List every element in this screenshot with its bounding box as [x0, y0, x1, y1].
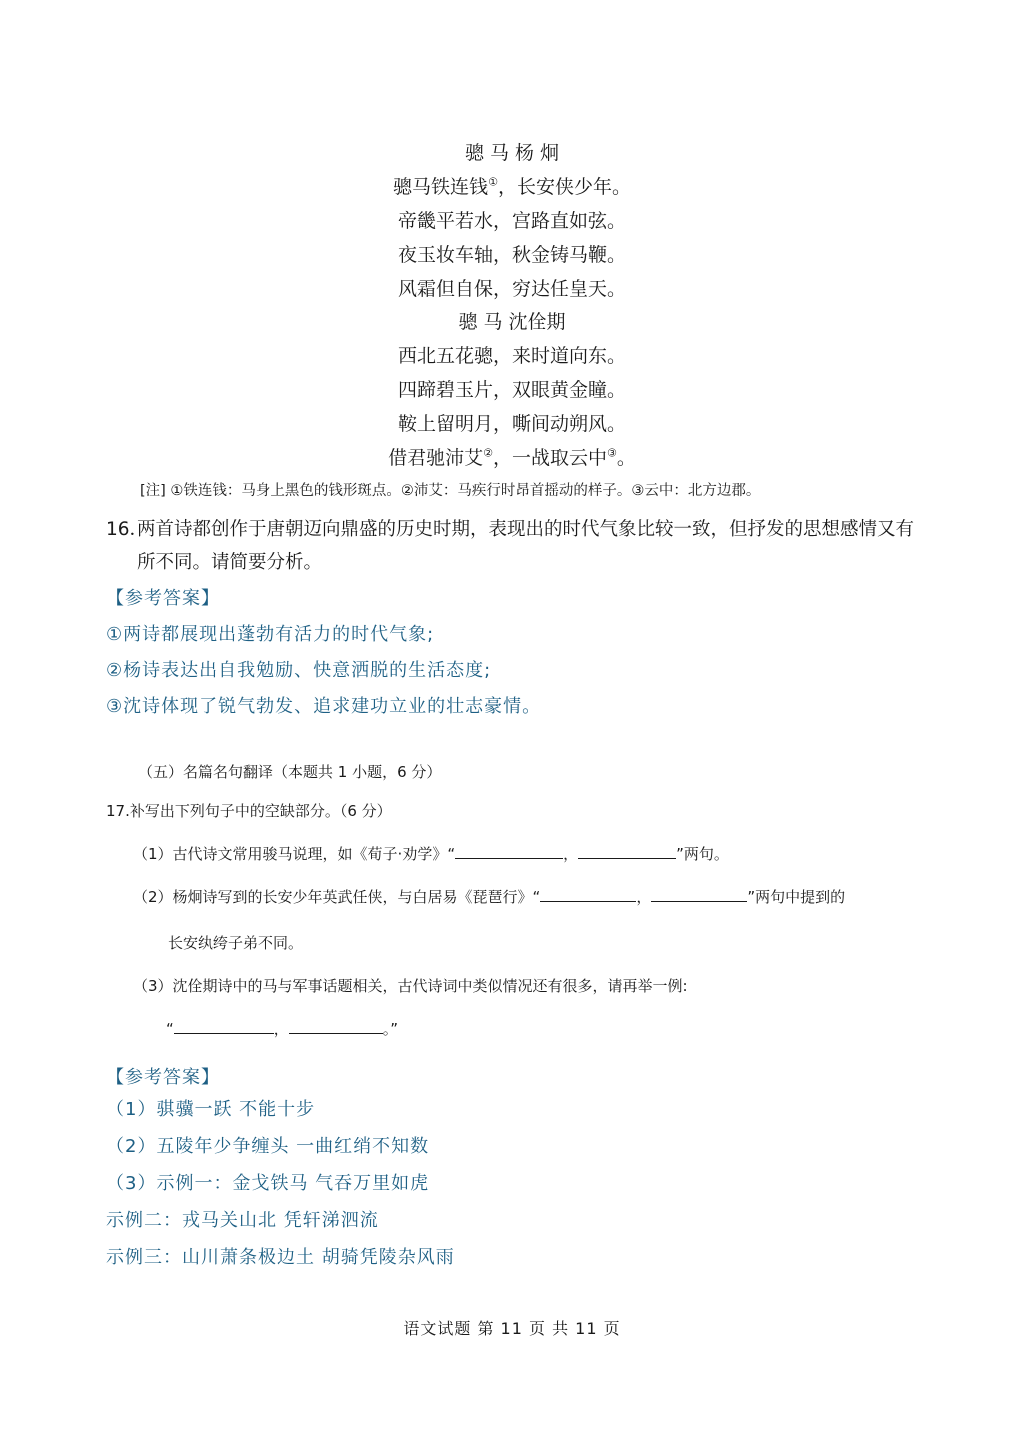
answer-line: ③沈诗体现了锐气勃发、追求建功立业的壮志豪情。 [106, 696, 542, 717]
poem-line: 帝畿平若水，宫路直如弦。 [397, 210, 626, 232]
question-17-title: 17.补写出下列句子中的空缺部分。（6 分） [106, 802, 392, 820]
fill-blank [651, 887, 747, 902]
footnote-mark: ① [488, 175, 498, 189]
answer-line: （3）示例一：金戈铁马 气吞万里如虎 [106, 1173, 430, 1194]
fill-blank [540, 887, 636, 902]
poem-title: 骢 马 沈佺期 [458, 311, 566, 333]
poem-text: 借君驰沛艾 [388, 447, 484, 469]
poem-text: 骢马铁连钱 [393, 176, 489, 198]
poem-text: ，一战取云中 [492, 447, 607, 469]
question-16 [106, 513, 926, 579]
poem-line: 风霜但自保，穷达任皇天。 [397, 278, 626, 300]
poem-notes: [注] ①铁连钱：马身上黑色的钱形斑点。②沛艾：马疾行时昂首摇动的样子。③云中：北方边郡。 [140, 483, 761, 499]
poem-line: 西北五花骢，来时道向东。 [397, 345, 626, 367]
sub-question-text: ， [636, 888, 652, 906]
sub-question-text: ”两句中提到的 [747, 888, 846, 906]
poem-line: 鞍上留明月，嘶间动朔风。 [397, 413, 626, 435]
poem-line: 夜玉妆车轴，秋金铸马鞭。 [397, 244, 626, 266]
fill-blank [174, 1019, 274, 1034]
sub-question-text: （2）杨炯诗写到的长安少年英武任侠，与白居易《琵琶行》“ [133, 888, 541, 906]
poem-text: ，长安侠少年。 [497, 176, 631, 198]
page-footer: 语文试题 第 11 页 共 11 页 [403, 1319, 621, 1338]
sub-question-text: （1）古代诗文常用骏马说理，如《荀子·劝学》“ [133, 845, 456, 863]
answer-line: 示例三：山川萧条极边土 胡骑凭陵杂风雨 [106, 1247, 455, 1268]
poem-line [0, 170, 1024, 204]
fill-blank [289, 1019, 383, 1034]
footnote-mark: ③ [607, 446, 617, 460]
question-17-part-3: （3）沈佺期诗中的马与军事话题相关，古代诗词中类似情况还有很多，请再举一例: [133, 977, 688, 995]
answer-line: 示例二：戎马关山北 凭轩涕泗流 [106, 1210, 379, 1231]
sub-question-text: ， [563, 845, 579, 863]
question-17-part-3-blanks [166, 1018, 398, 1039]
fill-blank [455, 844, 563, 859]
poem-text: 。 [616, 447, 636, 469]
answer-heading: 【参考答案】 [106, 588, 220, 609]
sub-question-text: 。” [382, 1020, 399, 1038]
question-number: 16． [106, 519, 149, 540]
answer-line: （1）骐骥一跃 不能十步 [106, 1099, 316, 1120]
section-heading: （五）名篇名句翻译（本题共 1 小题，6 分） [138, 763, 442, 781]
sub-question-text: “ [166, 1020, 174, 1038]
question-17-part-2-cont: 长安纨绔子弟不同。 [168, 934, 304, 952]
poem-shen-quanqi [0, 305, 1024, 475]
question-17-part-2 [133, 886, 845, 907]
footnote-mark: ② [483, 446, 493, 460]
answer-heading: 【参考答案】 [106, 1067, 220, 1088]
poem-yang-jiong [0, 136, 1024, 306]
answer-line: ①两诗都展现出蓬勃有活力的时代气象; [106, 624, 435, 645]
question-text: 两首诗都创作于唐朝迈向鼎盛的历史时期，表现出的时代气象比较一致，但抒发的思想感情又有所不同。请简要分析。 [137, 519, 915, 573]
answer-line: ②杨诗表达出自我勉励、快意洒脱的生活态度; [106, 660, 492, 681]
sub-question-text: ， [273, 1020, 289, 1038]
poem-line: 四蹄碧玉片，双眼黄金瞳。 [397, 379, 626, 401]
poem-title: 骢 马 杨 炯 [464, 142, 560, 164]
question-17-part-1 [133, 843, 729, 864]
answer-line: （2）五陵年少争缠头 一曲红绡不知数 [106, 1136, 430, 1157]
fill-blank [578, 844, 676, 859]
sub-question-text: ”两句。 [676, 845, 729, 863]
poem-line [0, 441, 1024, 475]
